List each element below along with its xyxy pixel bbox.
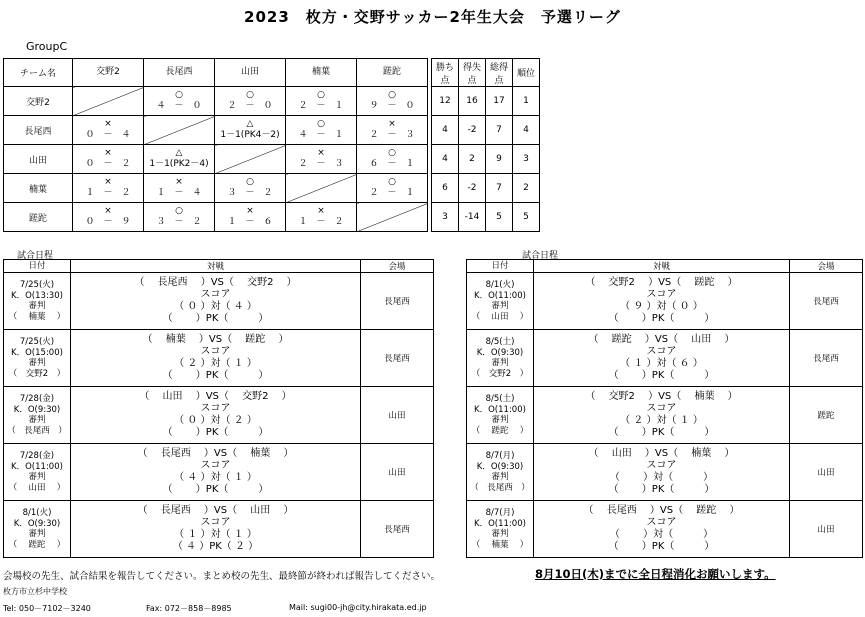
result-mark: × xyxy=(388,119,396,129)
stat-rank: 1 xyxy=(513,87,540,116)
match-teams: （ 交野2 ）VS（ 楠葉 ） xyxy=(585,391,738,402)
result-score: ２ － １ xyxy=(369,188,415,198)
referee-label: 審判 xyxy=(491,472,509,482)
match-date: 7/25(火) xyxy=(19,280,55,290)
school-name: 枚方市立杉中学校 xyxy=(3,587,67,596)
match-teams: （ 楠葉 ）VS（ 蹉跎 ） xyxy=(142,334,289,345)
header-goals: 総得点 xyxy=(486,59,513,87)
header-match: 対戦 xyxy=(71,260,361,273)
team-name: 山田 xyxy=(4,145,73,174)
match-teams: （ 長尾西 ）VS（ 交野2 ） xyxy=(134,277,297,288)
result-score: ０ － ９ xyxy=(85,217,131,227)
result-score: 1－1(PK2－4) xyxy=(149,159,209,169)
match-score: （ １ ）対（ ６ ） xyxy=(620,358,703,369)
kickoff-time: K．O(11:00) xyxy=(474,518,526,529)
league-table xyxy=(3,58,540,232)
match-score: （ ２ ）対（ １ ） xyxy=(174,358,257,369)
result-score: ３ － ２ xyxy=(227,188,273,198)
match-date: 8/5(土) xyxy=(485,337,515,347)
match-info xyxy=(467,330,534,387)
stat-points: 6 xyxy=(432,174,459,203)
kickoff-time: K．O(9:30) xyxy=(13,518,61,529)
result-cell xyxy=(286,87,357,116)
stat-goal-diff: -14 xyxy=(459,203,486,232)
kickoff-time: K．O(9:30) xyxy=(13,404,61,415)
stat-goals: 9 xyxy=(486,145,513,174)
match-detail xyxy=(71,501,361,558)
pk-score: （ ４ ）PK（ ２ ） xyxy=(172,541,259,552)
result-mark: × xyxy=(246,206,254,216)
match-score: （ １ ）対（ １ ） xyxy=(174,529,257,540)
league-header-row xyxy=(4,59,540,87)
result-mark: × xyxy=(104,119,112,129)
score-label: スコア xyxy=(646,460,677,471)
match-score: （ ０ ）対（ ２ ） xyxy=(174,415,257,426)
pk-score: （ ）PK（ ） xyxy=(608,313,715,324)
schedule-label-right: 試合日程 xyxy=(522,251,559,261)
score-label: スコア xyxy=(646,403,677,414)
match-venue: 長尾西 xyxy=(361,330,434,387)
result-cell xyxy=(357,116,428,145)
pk-score: （ ）PK（ ） xyxy=(608,484,715,495)
referee-label: 審判 xyxy=(491,301,509,311)
pk-score: （ ）PK（ ） xyxy=(608,541,715,552)
deadline-note: 8月10日(木)までに全日程消化お願いします。 xyxy=(535,567,776,581)
stat-rank: 2 xyxy=(513,174,540,203)
referee-label: 審判 xyxy=(28,415,46,425)
result-score: １ － ２ xyxy=(298,217,344,227)
match-teams: （ 蹉跎 ）VS（ 山田 ） xyxy=(588,334,735,345)
result-score: １ － ２ xyxy=(85,188,131,198)
league-row xyxy=(4,116,540,145)
match-info xyxy=(467,501,534,558)
result-mark: ○ xyxy=(388,177,396,187)
result-cell xyxy=(357,174,428,203)
match-venue: 長尾西 xyxy=(790,330,863,387)
stat-goals: 7 xyxy=(486,174,513,203)
result-mark: × xyxy=(317,206,325,216)
kickoff-time: K．O(13:30) xyxy=(11,290,63,301)
result-mark: △ xyxy=(175,148,183,158)
match-detail xyxy=(71,387,361,444)
match-info xyxy=(4,330,71,387)
result-mark: ○ xyxy=(175,206,183,216)
header-opponent: 長尾西 xyxy=(144,59,215,87)
result-mark: △ xyxy=(246,119,254,129)
league-row xyxy=(4,87,540,116)
match-detail xyxy=(534,444,790,501)
result-cell xyxy=(144,203,215,232)
result-score: ０ － ４ xyxy=(85,130,131,140)
score-label: スコア xyxy=(200,460,231,471)
result-score: ２ － ３ xyxy=(369,130,415,140)
league-row xyxy=(4,174,540,203)
stat-rank: 4 xyxy=(513,116,540,145)
result-mark: ○ xyxy=(175,90,183,100)
match-detail xyxy=(534,330,790,387)
stat-rank: 5 xyxy=(513,203,540,232)
referee-team: （ 蹉跎 ） xyxy=(471,425,529,436)
match-date: 8/1(火) xyxy=(22,508,52,518)
self-match-cell xyxy=(215,145,286,174)
match-score: （ ４ ）対（ １ ） xyxy=(174,472,257,483)
result-score: ９ － ０ xyxy=(369,101,415,111)
mail-address: Mail: sugi00-jh@city.hirakata.ed.jp xyxy=(289,603,427,612)
header-date: 日付 xyxy=(467,260,534,273)
stat-goals: 17 xyxy=(486,87,513,116)
schedule-label-left: 試合日程 xyxy=(17,251,54,261)
pk-score: （ ）PK（ ） xyxy=(162,370,269,381)
match-row xyxy=(467,444,863,501)
header-match: 対戦 xyxy=(534,260,790,273)
self-match-cell xyxy=(73,87,144,116)
match-row xyxy=(467,501,863,558)
result-mark: ○ xyxy=(317,90,325,100)
self-match-cell xyxy=(144,116,215,145)
schedule-header-row xyxy=(4,260,434,273)
result-score: ２ － １ xyxy=(298,101,344,111)
referee-label: 審判 xyxy=(28,529,46,539)
header-rank: 順位 xyxy=(513,59,540,87)
match-teams: （ 山田 ）VS（ 交野2 ） xyxy=(139,391,292,402)
match-score: （ ）対（ ） xyxy=(609,529,714,540)
result-mark: × xyxy=(104,177,112,187)
result-cell xyxy=(215,116,286,145)
result-cell xyxy=(215,87,286,116)
match-row xyxy=(4,387,434,444)
header-opponent: 蹉跎 xyxy=(357,59,428,87)
result-cell xyxy=(73,203,144,232)
match-row xyxy=(467,273,863,330)
stat-goals: 5 xyxy=(486,203,513,232)
header-points: 勝ち点 xyxy=(432,59,459,87)
team-name: 蹉跎 xyxy=(4,203,73,232)
score-label: スコア xyxy=(646,517,677,528)
result-cell xyxy=(215,174,286,203)
result-cell xyxy=(73,116,144,145)
result-cell xyxy=(144,145,215,174)
result-mark: ○ xyxy=(246,177,254,187)
match-date: 8/5(土) xyxy=(485,394,515,404)
kickoff-time: K．O(9:30) xyxy=(476,461,524,472)
result-mark: ○ xyxy=(388,148,396,158)
referee-team: （ 交野2 ） xyxy=(8,368,66,379)
kickoff-time: K．O(11:00) xyxy=(474,290,526,301)
match-teams: （ 長尾西 ）VS（ 楠葉 ） xyxy=(137,448,294,459)
header-opponent: 交野2 xyxy=(73,59,144,87)
match-info xyxy=(467,387,534,444)
result-score: ４ － １ xyxy=(298,130,344,140)
team-name: 交野2 xyxy=(4,87,73,116)
referee-team: （ 山田 ） xyxy=(8,482,66,493)
result-cell xyxy=(357,145,428,174)
result-mark: × xyxy=(104,206,112,216)
match-teams: （ 交野2 ）VS（ 蹉跎 ） xyxy=(585,277,738,288)
match-score: （ ）対（ ） xyxy=(609,472,714,483)
result-cell xyxy=(73,174,144,203)
header-opponent: 楠葉 xyxy=(286,59,357,87)
match-info xyxy=(4,273,71,330)
team-name: 長尾西 xyxy=(4,116,73,145)
match-row xyxy=(467,330,863,387)
match-venue: 蹉跎 xyxy=(790,387,863,444)
league-row xyxy=(4,203,540,232)
match-info xyxy=(4,444,71,501)
result-score: 1－1(PK4－2) xyxy=(220,130,280,140)
match-detail xyxy=(71,444,361,501)
score-label: スコア xyxy=(646,289,677,300)
score-label: スコア xyxy=(200,517,231,528)
match-detail xyxy=(534,387,790,444)
match-row xyxy=(4,444,434,501)
stat-goal-diff: 2 xyxy=(459,145,486,174)
result-cell xyxy=(286,116,357,145)
match-date: 8/7(月) xyxy=(485,451,515,461)
referee-label: 審判 xyxy=(28,301,46,311)
match-info xyxy=(467,444,534,501)
stat-points: 4 xyxy=(432,145,459,174)
result-score: ２ － ３ xyxy=(298,159,344,169)
header-venue: 会場 xyxy=(361,260,434,273)
pk-score: （ ）PK（ ） xyxy=(162,313,269,324)
kickoff-time: K．O(9:30) xyxy=(476,347,524,358)
stat-points: 3 xyxy=(432,203,459,232)
result-cell xyxy=(286,145,357,174)
result-mark: × xyxy=(175,177,183,187)
match-row xyxy=(4,501,434,558)
match-info xyxy=(4,387,71,444)
stat-goal-diff: -2 xyxy=(459,174,486,203)
fax-number: Fax: 072－858－8985 xyxy=(146,604,232,613)
header-date: 日付 xyxy=(4,260,71,273)
stat-rank: 3 xyxy=(513,145,540,174)
result-score: ４ － ０ xyxy=(156,101,202,111)
match-row xyxy=(467,387,863,444)
match-venue: 長尾西 xyxy=(361,501,434,558)
result-cell xyxy=(73,145,144,174)
match-score: （ ９ ）対（ ０ ） xyxy=(620,301,703,312)
match-teams: （ 長尾西 ）VS（ 山田 ） xyxy=(137,505,294,516)
referee-label: 審判 xyxy=(491,358,509,368)
match-date: 8/1(火) xyxy=(485,280,515,290)
result-cell xyxy=(215,203,286,232)
stat-goal-diff: -2 xyxy=(459,116,486,145)
referee-team: （ 山田 ） xyxy=(471,311,529,322)
match-venue: 山田 xyxy=(790,444,863,501)
match-venue: 長尾西 xyxy=(361,273,434,330)
match-teams: （ 長尾西 ）VS（ 蹉跎 ） xyxy=(583,505,740,516)
match-date: 7/28(金) xyxy=(19,451,55,461)
schedule-table-right xyxy=(466,259,863,558)
match-info xyxy=(4,501,71,558)
referee-label: 審判 xyxy=(28,358,46,368)
pk-score: （ ）PK（ ） xyxy=(608,427,715,438)
referee-team: （ 楠葉 ） xyxy=(471,539,529,550)
kickoff-time: K．O(15:00) xyxy=(11,347,63,358)
referee-label: 審判 xyxy=(491,415,509,425)
match-row xyxy=(4,330,434,387)
score-label: スコア xyxy=(200,346,231,357)
match-info xyxy=(467,273,534,330)
result-cell xyxy=(144,87,215,116)
result-score: ２ － ０ xyxy=(227,101,273,111)
match-detail xyxy=(534,273,790,330)
stat-points: 12 xyxy=(432,87,459,116)
schedule-header-row xyxy=(467,260,863,273)
result-score: ３ － ２ xyxy=(156,217,202,227)
result-score: １ － ６ xyxy=(227,217,273,227)
league-row xyxy=(4,145,540,174)
result-cell xyxy=(144,174,215,203)
kickoff-time: K．O(11:00) xyxy=(474,404,526,415)
tel-number: Tel: 050－7102－3240 xyxy=(3,604,91,613)
referee-team: （ 蹉跎 ） xyxy=(8,539,66,550)
match-date: 7/28(金) xyxy=(19,394,55,404)
match-detail xyxy=(71,273,361,330)
match-detail xyxy=(71,330,361,387)
header-goal-diff: 得失点 xyxy=(459,59,486,87)
match-venue: 山田 xyxy=(790,501,863,558)
match-score: （ ０ ）対（ ４ ） xyxy=(174,301,257,312)
result-cell xyxy=(286,203,357,232)
pk-score: （ ）PK（ ） xyxy=(162,427,269,438)
match-detail xyxy=(534,501,790,558)
score-label: スコア xyxy=(200,289,231,300)
result-mark: ○ xyxy=(246,90,254,100)
kickoff-time: K．O(11:00) xyxy=(11,461,63,472)
pk-score: （ ）PK（ ） xyxy=(608,370,715,381)
result-score: ０ － ２ xyxy=(85,159,131,169)
report-note: 会場校の先生、試合結果を報告してください。まとめ校の先生、最終節が終われば報告してください。 xyxy=(3,571,441,582)
stat-goal-diff: 16 xyxy=(459,87,486,116)
referee-team: （ 交野2 ） xyxy=(471,368,529,379)
team-name: 楠葉 xyxy=(4,174,73,203)
group-label: GroupC xyxy=(26,40,68,53)
result-mark: × xyxy=(104,148,112,158)
result-mark: ○ xyxy=(388,90,396,100)
schedule-table-left xyxy=(3,259,434,558)
referee-team: （ 長尾西 ） xyxy=(7,425,67,436)
page-title: 2023 枚方・交野サッカー2年生大会 予選リーグ xyxy=(244,8,621,26)
result-score: ６ － １ xyxy=(369,159,415,169)
stat-goals: 7 xyxy=(486,116,513,145)
header-team: チーム名 xyxy=(4,59,73,87)
match-score: （ ２ ）対（ １ ） xyxy=(620,415,703,426)
referee-team: （ 長尾西 ） xyxy=(470,482,530,493)
referee-label: 審判 xyxy=(28,472,46,482)
self-match-cell xyxy=(357,203,428,232)
header-venue: 会場 xyxy=(790,260,863,273)
pk-score: （ ）PK（ ） xyxy=(162,484,269,495)
score-label: スコア xyxy=(200,403,231,414)
match-date: 7/25(火) xyxy=(19,337,55,347)
result-mark: × xyxy=(317,148,325,158)
match-venue: 長尾西 xyxy=(790,273,863,330)
referee-label: 審判 xyxy=(491,529,509,539)
stat-points: 4 xyxy=(432,116,459,145)
score-label: スコア xyxy=(646,346,677,357)
result-cell xyxy=(357,87,428,116)
match-date: 8/7(月) xyxy=(485,508,515,518)
referee-team: （ 楠葉 ） xyxy=(8,311,66,322)
self-match-cell xyxy=(286,174,357,203)
header-opponent: 山田 xyxy=(215,59,286,87)
match-teams: （ 山田 ）VS（ 楠葉 ） xyxy=(588,448,735,459)
match-venue: 山田 xyxy=(361,387,434,444)
match-venue: 山田 xyxy=(361,444,434,501)
match-row xyxy=(4,273,434,330)
result-score: １ － ４ xyxy=(156,188,202,198)
result-mark: ○ xyxy=(317,119,325,129)
